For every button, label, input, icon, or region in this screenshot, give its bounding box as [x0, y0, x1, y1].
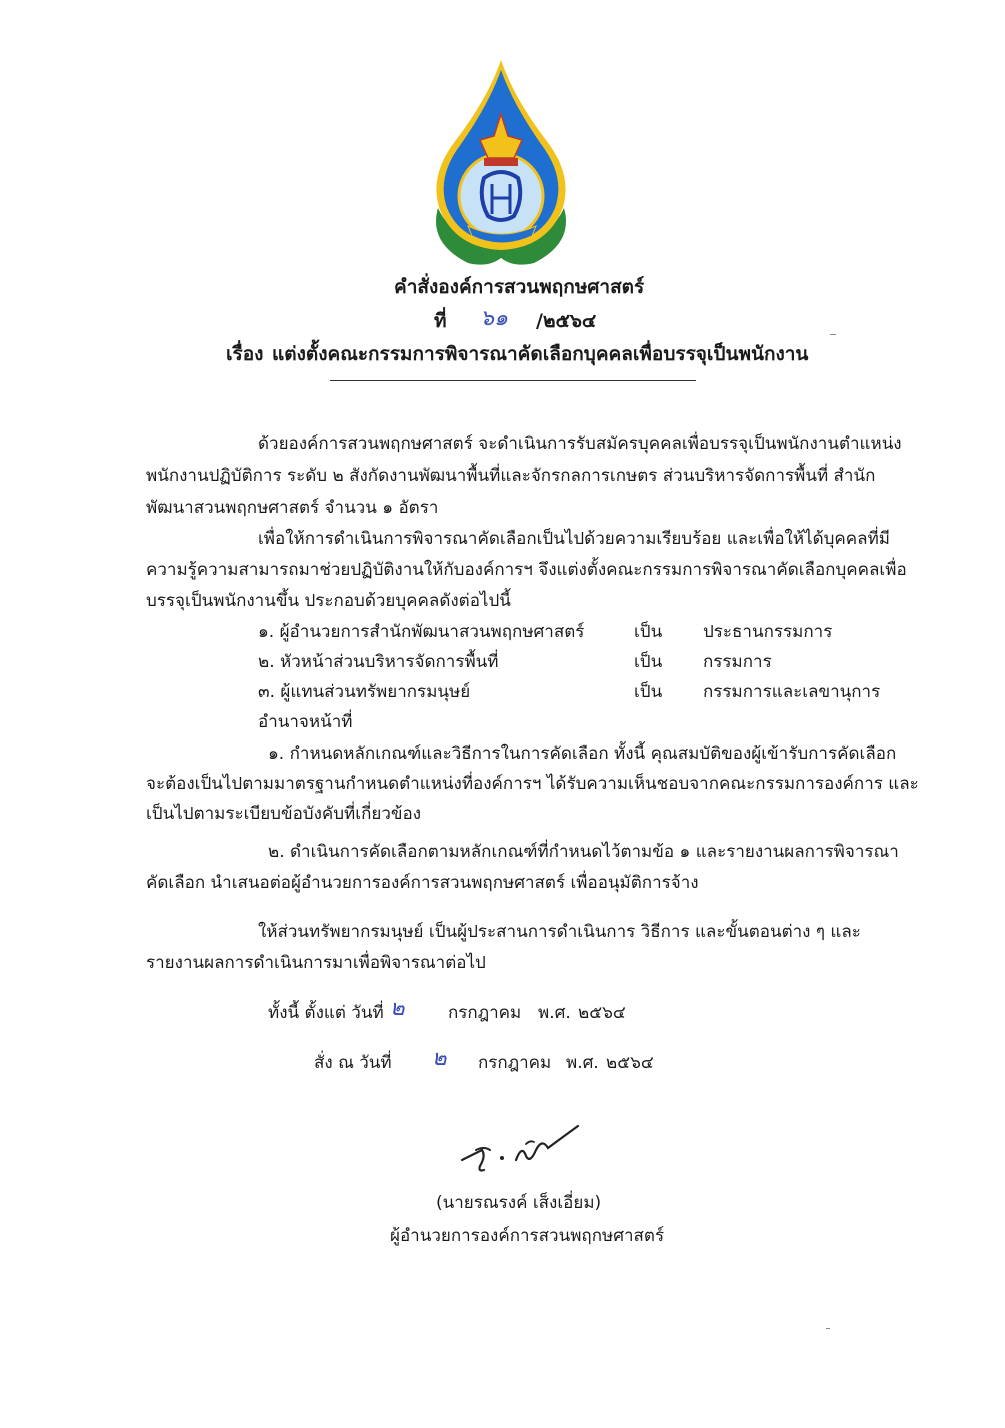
duty-2-line-1: ๒. ดำเนินการคัดเลือกตามหลักเกณฑ์ที่กำหนดไว้ตามข้อ ๑ และรายงานผลการพิจารณา	[268, 842, 899, 862]
paragraph-1-line-1: ด้วยองค์การสวนพฤกษศาสตร์ จะดำเนินการรับสมัครบุคคลเพื่อบรรจุเป็นพนักงานตำแหน่ง	[258, 434, 902, 454]
effective-prefix: ทั้งนี้ ตั้งแต่ วันที่	[268, 1003, 384, 1023]
committee-as-2: เป็น	[634, 652, 663, 672]
emblem-drop-icon	[428, 58, 574, 268]
signer-name: (นายรณรงค์ เส็งเอี่ยม)	[436, 1193, 602, 1213]
paragraph-2-line-2: ความรู้ความสามารถมาช่วยปฏิบัติงานให้กับองค์การฯ จึงแต่งตั้งคณะกรรมการพิจารณาคัดเลือกบุคคลเพื่อ	[146, 560, 907, 580]
paragraph-2-line-1: เพื่อให้การดำเนินการพิจารณาคัดเลือกเป็นไปด้วยความเรียบร้อย และเพื่อให้ได้บุคคลที่มี	[258, 529, 890, 549]
duty-2-line-2: คัดเลือก นำเสนอต่อผู้อำนวยการองค์การสวนพฤกษศาสตร์ เพื่ออนุมัติการจ้าง	[146, 873, 699, 893]
paragraph-1-line-3: พัฒนาสวนพฤกษศาสตร์ จำนวน ๑ อัตรา	[146, 498, 439, 518]
subject-text: แต่งตั้งคณะกรรมการพิจารณาคัดเลือกบุคคลเพื่อบรรจุเป็นพนักงาน	[272, 343, 809, 365]
ordered-month: กรกฎาคม	[478, 1053, 552, 1073]
committee-role-3: กรรมการและเลขานุการ	[703, 682, 881, 702]
scan-speck	[826, 1328, 830, 1329]
effective-year-label: พ.ศ.	[538, 1003, 571, 1023]
committee-as-3: เป็น	[634, 682, 663, 702]
scan-speck	[830, 334, 836, 335]
paragraph-2-line-3: บรรจุเป็นพนักงานขึ้น ประกอบด้วยบุคคลดังต่อไปนี้	[146, 591, 511, 611]
order-number-label: ที่	[434, 310, 447, 332]
duties-heading: อำนาจหน้าที่	[258, 712, 353, 732]
ordered-prefix: สั่ง ณ วันที่	[314, 1053, 392, 1073]
committee-member-3: ๓. ผู้แทนส่วนทรัพยากรมนุษย์	[258, 682, 471, 702]
ordered-year-label: พ.ศ.	[566, 1053, 599, 1073]
subject-label: เรื่อง	[226, 343, 264, 365]
committee-member-2: ๒. หัวหน้าส่วนบริหารจัดการพื้นที่	[258, 652, 499, 672]
effective-month: กรกฎาคม	[448, 1003, 522, 1023]
order-title: คำสั่งองค์การสวนพฤกษศาสตร์	[394, 276, 645, 298]
ordered-day-handwritten: ๒	[432, 1046, 447, 1071]
header-divider	[330, 380, 696, 381]
paragraph-1-line-2: พนักงานปฏิบัติการ ระดับ ๒ สังกัดงานพัฒนาพื้นที่และจักรกลการเกษตร ส่วนบริหารจัดการพื้นที่ สำนัก	[146, 466, 876, 486]
paragraph-3-line-2: รายงานผลการดำเนินการมาเพื่อพิจารณาต่อไป	[146, 953, 486, 973]
committee-role-2: กรรมการ	[703, 652, 772, 672]
signature-mark	[456, 1120, 582, 1176]
ordered-year: ๒๕๖๔	[606, 1053, 654, 1073]
order-number-year: /๒๕๖๔	[536, 310, 597, 332]
order-number-handwritten: ๖๑	[480, 306, 508, 331]
duty-1-line-3: เป็นไปตามระเบียบข้อบังคับที่เกี่ยวข้อง	[146, 804, 422, 824]
duty-1-line-2: จะต้องเป็นไปตามมาตรฐานกำหนดตำแหน่งที่องค์การฯ ได้รับความเห็นชอบจากคณะกรรมการองค์การ และ	[146, 774, 919, 794]
committee-role-1: ประธานกรรมการ	[703, 622, 833, 642]
organization-logo	[428, 58, 574, 268]
effective-day-handwritten: ๒	[390, 996, 405, 1021]
signature-icon	[456, 1120, 582, 1176]
committee-member-1: ๑. ผู้อำนวยการสำนักพัฒนาสวนพฤกษศาสตร์	[258, 622, 585, 642]
committee-as-1: เป็น	[634, 622, 663, 642]
duty-1-line-1: ๑. กำหนดหลักเกณฑ์และวิธีการในการคัดเลือก ทั้งนี้ คุณสมบัติของผู้เข้ารับการคัดเลือก	[268, 744, 897, 764]
effective-year: ๒๕๖๔	[578, 1003, 626, 1023]
paragraph-3-line-1: ให้ส่วนทรัพยากรมนุษย์ เป็นผู้ประสานการดำเนินการ วิธีการ และขั้นตอนต่าง ๆ และ	[258, 922, 861, 942]
signer-position: ผู้อำนวยการองค์การสวนพฤกษศาสตร์	[390, 1226, 665, 1246]
